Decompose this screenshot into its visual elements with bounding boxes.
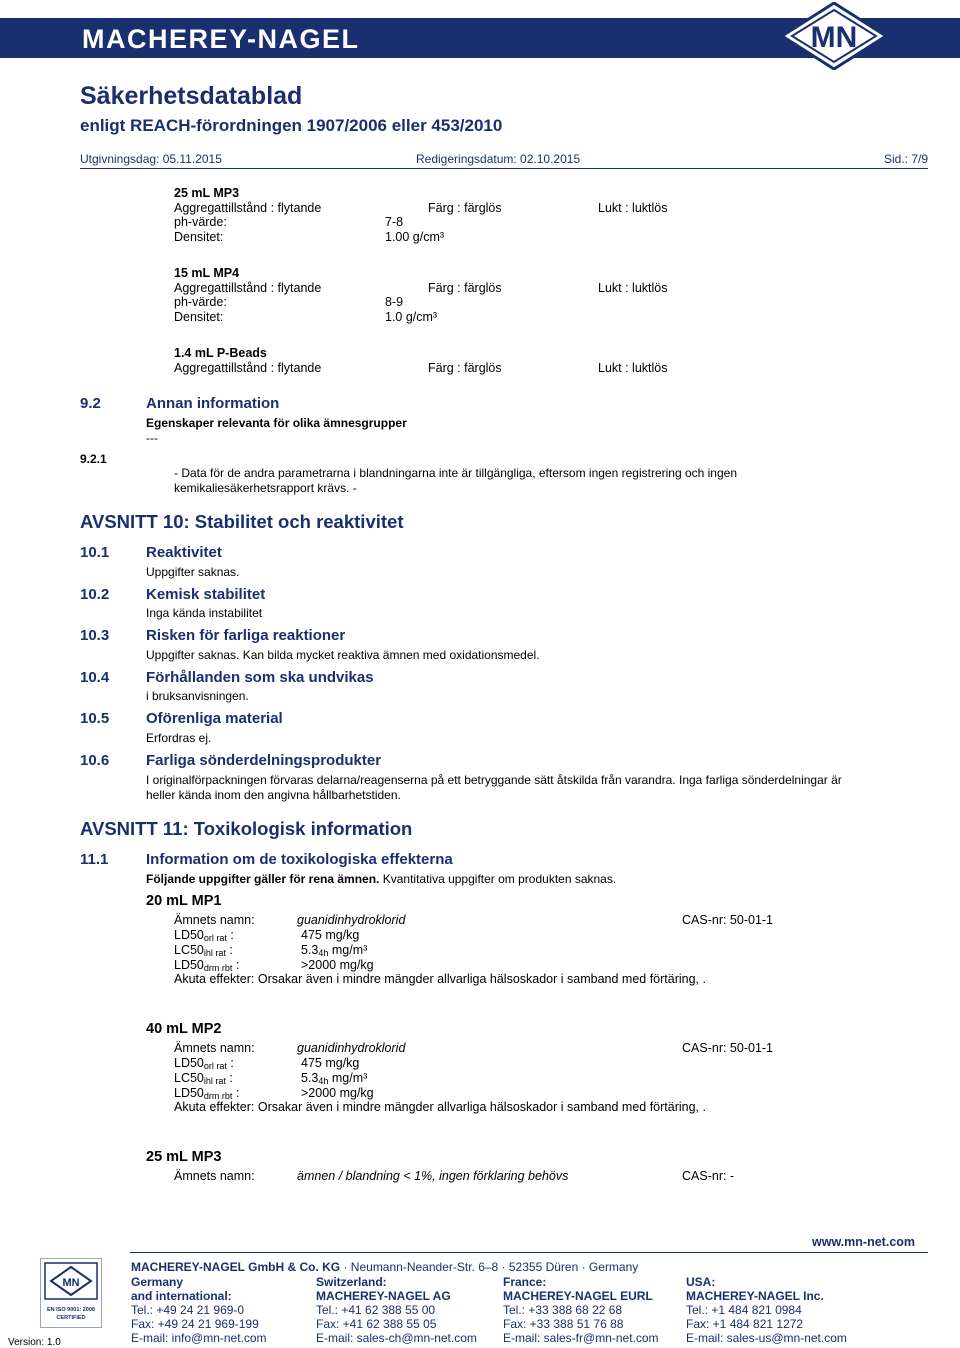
logo-text: MN <box>810 21 858 54</box>
lc50-value: $5.3_{4h}$ mg/m³ <box>301 943 368 958</box>
section-text: Uppgifter saknas. Kan bilda mycket reaktiva ämnen med oxidationsmedel. <box>146 648 540 662</box>
ld50-dermal-value: >2000 mg/kg <box>301 1086 374 1100</box>
substance-label: Ämnets namn: <box>174 1169 255 1183</box>
cas-number: CAS-nr: - <box>682 1169 735 1183</box>
section-text: Uppgifter saknas. <box>146 565 240 579</box>
company-address: · Neumann-Neander-Str. 6–8 · 52355 Düren · Germany <box>343 1260 639 1274</box>
footer-col-heading: USA: <box>686 1275 716 1289</box>
ld50-dermal-label: $LD50_{drm rbt}$ : <box>174 958 240 973</box>
product-state: Aggregattillstånd : flytande <box>174 281 322 295</box>
footer-col-heading: Germany <box>131 1275 184 1289</box>
revision-date: Redigeringsdatum: 02.10.2015 <box>416 152 581 166</box>
product-odor: Lukt : luktlös <box>598 201 668 215</box>
cert-line-1: EN ISO 9001: 2008 <box>46 1307 96 1313</box>
footer-email[interactable]: E-mail: sales-ch@mn-net.com <box>316 1331 477 1345</box>
section-text: i bruksanvisningen. <box>146 689 249 703</box>
product-name: 15 mL MP4 <box>174 266 240 280</box>
ld50-dermal-label: $LD50_{drm rbt}$ : <box>174 1086 240 1101</box>
product-state: Aggregattillstånd : flytande <box>174 361 322 375</box>
section-number: 10.5 <box>80 710 110 727</box>
product-state: Aggregattillstånd : flytande <box>174 201 322 215</box>
issue-date: Utgivningsdag: 05.11.2015 <box>80 152 222 166</box>
cas-number: CAS-nr: 50-01-1 <box>682 1041 774 1055</box>
section-number: 11.1 <box>80 851 109 868</box>
section-heading: Förhållanden som ska undvikas <box>146 669 374 686</box>
section-number: 9.2 <box>80 395 101 412</box>
lc50-value: $5.3_{4h}$ mg/m³ <box>301 1071 368 1086</box>
density-label: Densitet: <box>174 230 224 244</box>
product-color: Färg : färglös <box>428 201 502 215</box>
footer-fax: Fax: +33 388 51 76 88 <box>503 1317 624 1331</box>
section-heading: Reaktivitet <box>146 544 222 561</box>
product-odor: Lukt : luktlös <box>598 361 668 375</box>
footer-tel: Tel.: +41 62 388 55 00 <box>316 1303 436 1317</box>
meta-line <box>80 152 928 168</box>
ph-value: 8-9 <box>385 295 404 309</box>
density-value: 1.0 g/cm³ <box>385 310 438 324</box>
tox-product-name: 40 mL MP2 <box>146 1021 222 1037</box>
ld50-oral-value: 475 mg/kg <box>301 1056 360 1070</box>
section-number: 10.2 <box>80 586 110 603</box>
document-title: Säkerhetsdatablad <box>80 82 303 110</box>
footer-col-subheading: MACHEREY-NAGEL AG <box>316 1289 451 1303</box>
header-divider <box>80 168 928 169</box>
ld50-oral-value: 475 mg/kg <box>301 928 360 942</box>
footer-email[interactable]: E-mail: sales-us@mn-net.com <box>686 1331 847 1345</box>
ld50-oral-label: $LD50_{orl rat}$ : <box>174 1056 234 1071</box>
cert-logo-text: MN <box>62 1277 80 1289</box>
placeholder-dashes: --- <box>146 431 158 445</box>
footer-col-subheading: MACHEREY-NAGEL Inc. <box>686 1289 824 1303</box>
section-text: heller kända inom den angivna hållbarhetstiden. <box>146 788 401 802</box>
section-heading: Annan information <box>146 395 280 412</box>
note-bold: Följande uppgifter gäller för rena ämnen. <box>146 872 380 886</box>
section-title: AVSNITT 10: Stabilitet och reaktivitet <box>80 511 404 532</box>
substance-name: ämnen / blandning < 1%, ingen förklaring behövs <box>297 1169 569 1183</box>
ph-value: 7-8 <box>385 215 404 229</box>
footer-col-subheading: and international: <box>131 1289 232 1303</box>
section-heading: Oförenliga material <box>146 710 283 727</box>
paragraph-line: - Data för de andra parametrarna i blandningarna inte är tillgängliga, eftersom ingen registrering och ingen <box>174 466 737 480</box>
substance-name: guanidinhydroklorid <box>297 913 406 927</box>
brand-name: MACHEREY-NAGEL <box>82 24 360 54</box>
product-odor: Lukt : luktlös <box>598 281 668 295</box>
mn-logo-icon <box>780 2 888 70</box>
substance-name: guanidinhydroklorid <box>297 1041 406 1055</box>
product-color: Färg : färglös <box>428 281 502 295</box>
footer-email[interactable]: E-mail: info@mn-net.com <box>131 1331 267 1345</box>
tox-product-name: 20 mL MP1 <box>146 893 222 909</box>
footer-tel: Tel.: +49 24 21 969-0 <box>131 1303 245 1317</box>
acute-effects: Akuta effekter: Orsakar även i mindre mängder allvarliga hälsoskador i samband med förtäring, . <box>174 972 706 986</box>
product-color: Färg : färglös <box>428 361 502 375</box>
section-heading: Farliga sönderdelningsprodukter <box>146 752 382 769</box>
subheading: Egenskaper relevanta för olika ämnesgrupper <box>146 416 407 430</box>
website-link[interactable]: www.mn-net.com <box>812 1235 916 1249</box>
document-subtitle: enligt REACH-förordningen 1907/2006 eller 453/2010 <box>80 116 503 135</box>
lc50-label: $LC50_{ihl rat}$ : <box>174 943 233 958</box>
product-name: 1.4 mL P-Beads <box>174 346 267 360</box>
section-heading: Kemisk stabilitet <box>146 586 266 603</box>
cert-line-2: CERTIFIED <box>56 1315 86 1321</box>
density-value: 1.00 g/cm³ <box>385 230 445 244</box>
ph-label: ph-värde: <box>174 295 227 309</box>
section-title: AVSNITT 11: Toxikologisk information <box>80 818 413 839</box>
paragraph-line: kemikaliesäkerhetsrapport krävs. - <box>174 481 357 495</box>
footer-col-heading: Switzerland: <box>316 1275 387 1289</box>
company-name: MACHEREY-NAGEL GmbH & Co. KG <box>131 1260 341 1274</box>
substance-label: Ämnets namn: <box>174 913 255 927</box>
section-text: I originalförpackningen förvaras delarna/reagenserna på ett betryggande sätt åtskilda från varandra. Inga farliga sönderdelningar är <box>146 773 842 787</box>
section-text: Inga kända instabilitet <box>146 606 263 620</box>
subsection-number: 9.2.1 <box>80 452 107 466</box>
section-number: 10.1 <box>80 544 110 561</box>
cas-number: CAS-nr: 50-01-1 <box>682 913 774 927</box>
footer-divider <box>130 1252 928 1253</box>
page-number: Sid.: 7/9 <box>883 152 928 166</box>
version-label: Version: 1.0 <box>8 1337 61 1348</box>
ld50-dermal-value: >2000 mg/kg <box>301 958 374 972</box>
section-number: 10.4 <box>80 669 110 686</box>
footer-email[interactable]: E-mail: sales-fr@mn-net.com <box>503 1331 659 1345</box>
section-text: Erfordras ej. <box>146 731 212 745</box>
footer-col-subheading: MACHEREY-NAGEL EURL <box>503 1289 653 1303</box>
footer-fax: Fax: +41 62 388 55 05 <box>316 1317 437 1331</box>
substance-label: Ämnets namn: <box>174 1041 255 1055</box>
density-label: Densitet: <box>174 310 224 324</box>
note-line <box>146 872 616 887</box>
note-text: Kvantitativa uppgifter om produkten saknas. <box>382 872 617 886</box>
section-heading: Information om de toxikologiska effekterna <box>146 851 453 868</box>
acute-effects: Akuta effekter: Orsakar även i mindre mängder allvarliga hälsoskador i samband med förtäring, . <box>174 1100 706 1114</box>
company-line <box>131 1260 638 1274</box>
section-number: 10.6 <box>80 752 110 769</box>
tox-product-name: 25 mL MP3 <box>146 1149 222 1165</box>
footer-tel: Tel.: +33 388 68 22 68 <box>503 1303 623 1317</box>
iso-certificate-icon <box>40 1258 102 1328</box>
product-name: 25 mL MP3 <box>174 186 240 200</box>
footer-col-heading: France: <box>503 1275 547 1289</box>
header-banner <box>0 0 960 70</box>
section-heading: Risken för farliga reaktioner <box>146 627 346 644</box>
section-number: 10.3 <box>80 627 110 644</box>
footer-fax: Fax: +49 24 21 969-199 <box>131 1317 259 1331</box>
ph-label: ph-värde: <box>174 215 227 229</box>
footer-fax: Fax: +1 484 821 1272 <box>686 1317 804 1331</box>
footer-tel: Tel.: +1 484 821 0984 <box>686 1303 802 1317</box>
ld50-oral-label: $LD50_{orl rat}$ : <box>174 928 234 943</box>
lc50-label: $LC50_{ihl rat}$ : <box>174 1071 233 1086</box>
